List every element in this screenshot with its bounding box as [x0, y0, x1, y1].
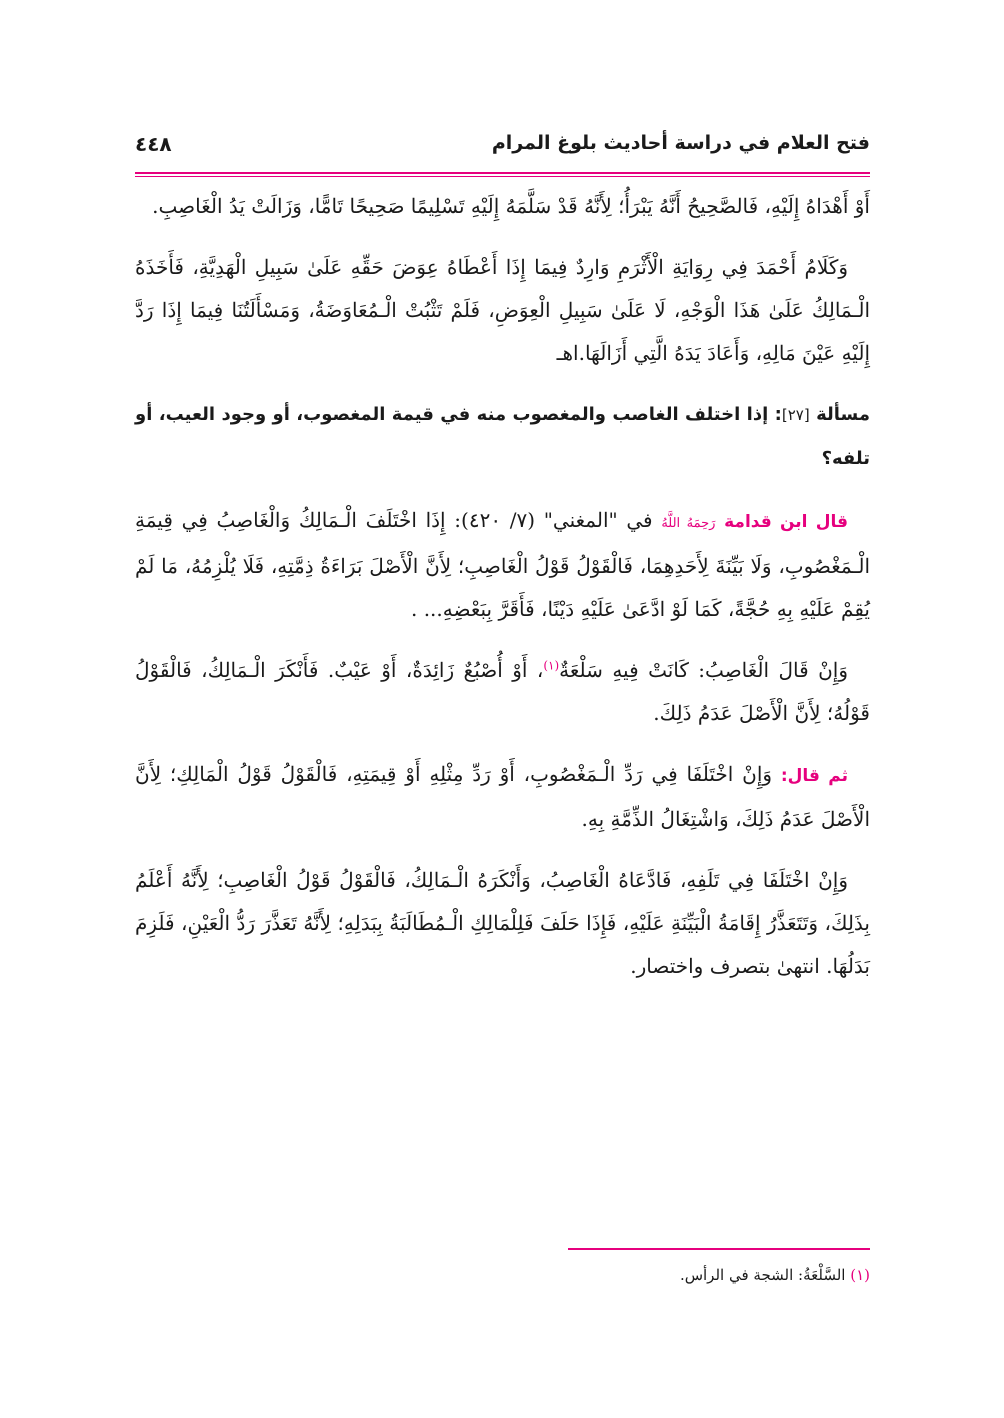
honorific: رَحِمَهُ اللَّهُ	[661, 516, 716, 531]
paragraph-1: أَوْ أَهْدَاهُ إِلَيْهِ، فَالصَّحِيحُ أَنَّهُ يَبْرَأُ؛ لِأَنَّهُ قَدْ سَلَّمَهُ إِلَيْهِ تَسْلِيمًا صَحِيحًا تَامًّا، وَزَالَتْ يَدُ الْغَاصِبِ.	[152, 194, 870, 218]
question-text: : إذا اختلف الغاصب والمغصوب منه في قيمة المغصوب، أو وجود العيب، أو تلفه؟	[135, 404, 870, 469]
header-divider	[135, 172, 870, 177]
footnote-number: (١)	[850, 1266, 870, 1284]
page-number: ٤٤٨	[135, 132, 172, 156]
paragraph-4	[135, 649, 870, 735]
question-number: [٢٧]	[781, 406, 810, 424]
footnote-text: السَّلْعَةُ: الشجة في الرأس.	[679, 1266, 851, 1284]
footnote	[135, 1266, 870, 1284]
main-text	[135, 185, 870, 988]
speaker-then-said: ثم قال:	[780, 766, 848, 786]
book-title: فتح العلام في دراسة أحاديث بلوغ المرام	[491, 132, 870, 154]
paragraph-4-before: وَإِنْ قَالَ الْغَاصِبُ: كَانَتْ فِيهِ سَلْعَةٌ	[559, 658, 849, 682]
paragraph-5-text: وَإِنْ اخْتَلَفَا فِي رَدِّ الْـمَغْصُوبِ، أَوْ رَدِّ مِثْلِهِ أَوْ قِيمَتِهِ، فَالْقَوْلُ قَوْلُ الْمَالِكِ؛ لِأَنَّ الْأَصْلَ عَدَمُ ذَلِكَ، وَاشْتِغَالُ الذِّمَّةِ بِهِ.	[135, 762, 870, 831]
paragraph-4-after: ، أَوْ أُصْبُعٌ زَائِدَةٌ، أَوْ عَيْبٌ. فَأَنْكَرَ الْـمَالِكُ، فَالْقَوْلُ قَوْلُهُ؛ لِأَنَّ الْأَصْلَ عَدَمُ ذَلِكَ.	[135, 658, 870, 725]
paragraph-3	[135, 499, 870, 631]
paragraph-2: وَكَلَامُ أَحْمَدَ فِي رِوَايَةِ الْأَثْرَمِ وَارِدٌ فِيمَا إِذَا أَعْطَاهُ عِوَضَ حَقِّهِ عَلَىٰ سَبِيلِ الْهَدِيَّةِ، فَأَخَذَهُ الْـمَالِكُ عَلَىٰ هَذَا الْوَجْهِ، لَا عَلَىٰ سَبِيلِ الْعِوَضِ، فَلَمْ تَثْبُتْ الْـمُعَاوَضَةُ، وَمَسْأَلَتُنَا فِيمَا إِذَا رَدَّ إِلَيْهِ عَيْنَ مَالِهِ، وَأَعَادَ يَدَهُ الَّتِي أَزَالَهَا.اهـ	[135, 255, 871, 365]
footnote-divider	[568, 1248, 870, 1250]
paragraph-5	[135, 753, 870, 841]
paragraph-3-text: في "المغني" (٧/ ٤٢٠): إِذَا اخْتَلَفَ الْـمَالِكُ وَالْغَاصِبُ فِي قِيمَةِ الْـمَغْصُوبِ، وَلَا بَيِّنَةَ لِأَحَدِهِمَا، فَالْقَوْلُ قَوْلُ الْغَاصِبِ؛ لِأَنَّ الْأَصْلَ بَرَاءَةُ ذِمَّتِهِ، فَلَا يُلْزِمُهُ، مَا لَمْ يُقِمْ عَلَيْهِ بِهِ حُجَّةً، كَمَا لَوْ ادَّعَىٰ عَلَيْهِ دَيْنًا، فَأَقَرَّ بِبَعْضِهِ... .	[135, 508, 870, 621]
question-label: مسألة	[816, 404, 870, 425]
footnote-reference[interactable]: (١)	[543, 658, 560, 673]
question-heading	[135, 393, 870, 481]
running-header	[135, 128, 870, 168]
speaker-ibn-qudama: قال ابن قدامة	[724, 512, 848, 532]
paragraph-6: وَإِنْ اخْتَلَفَا فِي تَلَفِهِ، فَادَّعَاهُ الْغَاصِبُ، وَأَنْكَرَهُ الْـمَالِكُ، فَالْقَوْلُ قَوْلُ الْغَاصِبِ؛ لِأَنَّهُ أَعْلَمُ بِذَلِكَ، وَتَتَعَذَّرُ إِقَامَةُ الْبَيِّنَةِ عَلَيْهِ، فَإِذَا حَلَفَ فَلِلْمَالِكِ الْـمُطَالَبَةُ بِبَدَلِهِ؛ لِأَنَّهُ تَعَذَّرَ رَدُّ الْعَيْنِ، فَلَزِمَ بَدَلُهَا. انتهىٰ بتصرف واختصار.	[135, 868, 870, 978]
